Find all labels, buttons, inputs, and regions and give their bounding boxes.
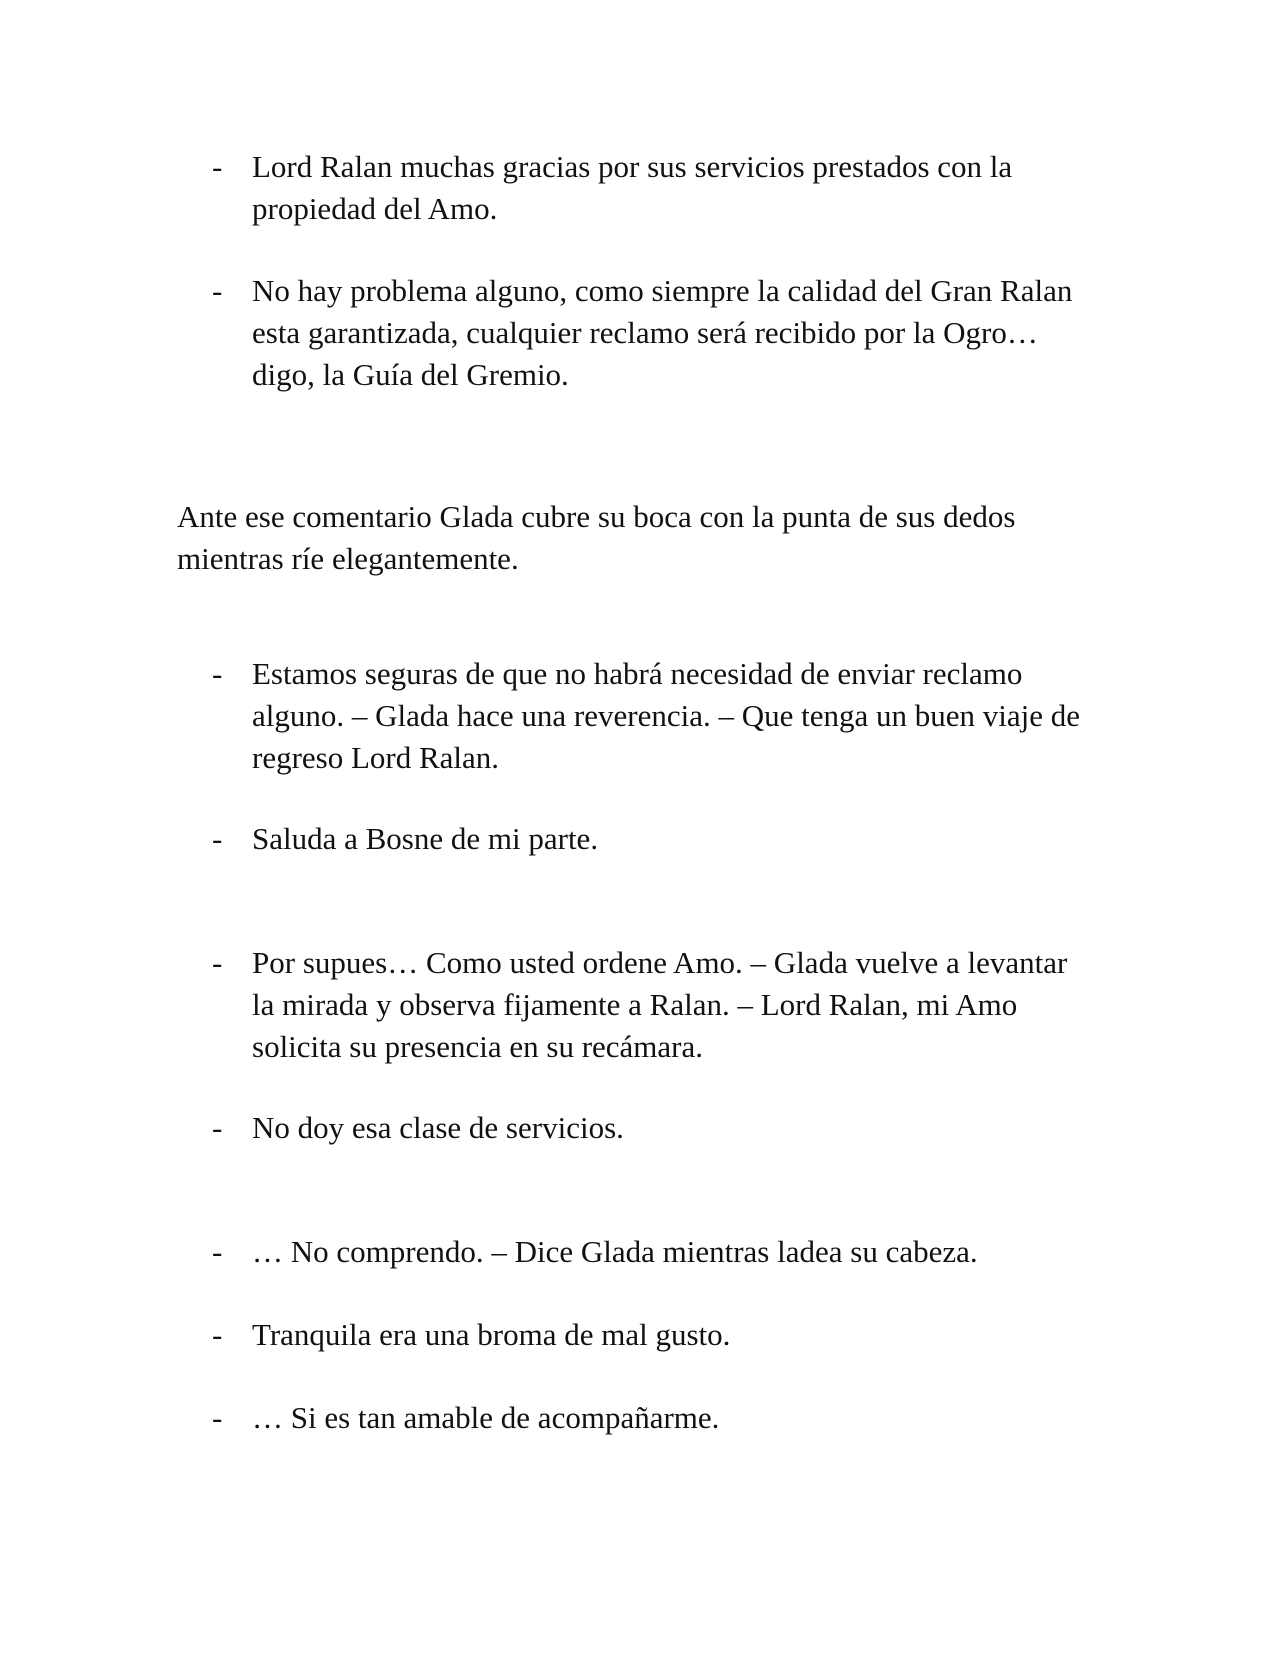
dialogue-text: Saluda a Bosne de mi parte.	[252, 821, 599, 856]
dialogue-line	[212, 818, 1092, 860]
dialogue-dash: -	[212, 273, 223, 308]
dialogue-line	[212, 942, 1092, 1068]
dialogue-text: No doy esa clase de servicios.	[252, 1110, 624, 1145]
dialogue-dash: -	[212, 821, 223, 856]
dialogue-text: Tranquila era una broma de mal gusto.	[252, 1317, 731, 1352]
dialogue-line	[212, 1107, 1092, 1149]
narration-paragraph: Ante ese comentario Glada cubre su boca con la punta de sus dedos mientras ríe elegantemente.	[177, 499, 1016, 576]
dialogue-line	[212, 1397, 1092, 1439]
dialogue-text: Por supues… Como usted ordene Amo. – Glada vuelve a levantar la mirada y observa fijamente a Ralan. – Lord Ralan, mi Amo solicita su presencia en su recámara.	[252, 945, 1068, 1064]
dialogue-dash: -	[212, 1317, 223, 1352]
dialogue-dash: -	[212, 1234, 223, 1269]
dialogue-line	[212, 653, 1092, 779]
dialogue-line	[212, 1314, 1092, 1356]
dialogue-text: No hay problema alguno, como siempre la calidad del Gran Ralan esta garantizada, cualquier reclamo será recibido por la Ogro… digo, la Guía del Gremio.	[252, 273, 1073, 392]
dialogue-line	[212, 1231, 1092, 1273]
dialogue-text: … Si es tan amable de acompañarme.	[252, 1400, 720, 1435]
dialogue-dash: -	[212, 149, 223, 184]
dialogue-dash: -	[212, 656, 223, 691]
dialogue-dash: -	[212, 1110, 223, 1145]
dialogue-dash: -	[212, 1400, 223, 1435]
dialogue-dash: -	[212, 945, 223, 980]
dialogue-text: Estamos seguras de que no habrá necesidad de enviar reclamo alguno. – Glada hace una reverencia. – Que tenga un buen viaje de regreso Lord Ralan.	[252, 656, 1081, 775]
dialogue-line	[212, 270, 1092, 396]
dialogue-text: … No comprendo. – Dice Glada mientras ladea su cabeza.	[252, 1234, 978, 1269]
dialogue-line	[212, 146, 1092, 230]
dialogue-text: Lord Ralan muchas gracias por sus servicios prestados con la propiedad del Amo.	[252, 149, 1013, 226]
